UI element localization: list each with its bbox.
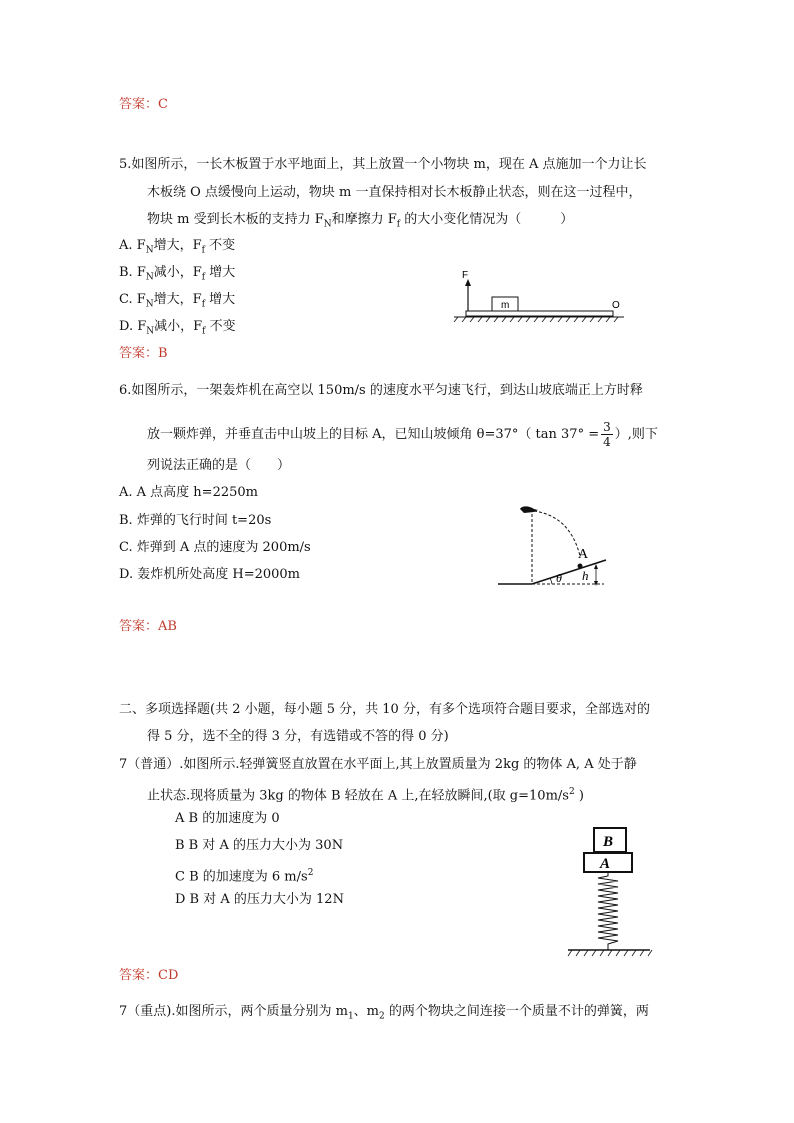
answer-value: CD — [158, 968, 179, 983]
bomb-trajectory — [534, 511, 580, 556]
answer-4 — [119, 96, 168, 114]
answer-value: B — [158, 346, 168, 361]
angle-label: θ — [556, 571, 562, 585]
long-board — [466, 311, 613, 316]
board-diagram — [452, 266, 637, 326]
q5-option-a: A. $F_N$增大，$F_f$ 不变 — [119, 238, 236, 256]
q7-option-c: C B 的加速度为 6 $m/s^2$ — [175, 868, 314, 885]
spring — [598, 872, 618, 950]
slope-line — [532, 560, 606, 584]
answer-label: 答案： — [119, 968, 159, 983]
spring-blocks-diagram — [562, 822, 658, 964]
answer-7 — [119, 967, 178, 985]
q6-option-a: A. A 点高度 h=2250m — [119, 485, 258, 500]
answer-label: 答案： — [119, 97, 159, 112]
q7-option-d: D B 对 A 的压力大小为 12N — [175, 892, 344, 907]
ground-hatch — [454, 317, 618, 322]
q7-line1: 7（普通）.如图所示.轻弹簧竖直放置在水平面上,其上放置质量为 2kg 的物体 A, A 处于静 — [119, 757, 637, 772]
q6-line2: 放一颗炸弹，并垂直击中山坡上的目标 A，已知山坡倾角 θ=37°（ tan 37° = $\frac{3}{4}$ ）,则下 — [147, 420, 658, 449]
answer-value: C — [158, 97, 168, 112]
q5-option-c: C. $F_N$增大，$F_f$ 增大 — [119, 292, 236, 310]
target-label: A — [578, 547, 589, 562]
q5-option-d: D. $F_N$减小，$F_f$ 不变 — [119, 319, 236, 337]
answer-label: 答案： — [119, 346, 159, 361]
section2-line2: 得 5 分，选不全的得 3 分，有选错或不答的得 0 分) — [147, 729, 449, 744]
q6-option-c: C. 炸弹到 A 点的速度为 200m/s — [119, 540, 311, 555]
q5-option-b: B. $F_N$减小，$F_f$ 增大 — [119, 265, 236, 283]
q7b-line1: 7（重点).如图所示，两个质量分别为 $m_1$、$m_2$ 的两个物块之间连接一个质量不计的弹簧，两 — [119, 1004, 649, 1022]
answer-label: 答案： — [119, 619, 159, 634]
angle-arc — [550, 578, 552, 584]
q6-line1: 6.如图所示，一架轰炸机在高空以 150m/s 的速度水平匀速飞行，到达山坡底端正上方时释 — [119, 383, 643, 398]
q6-line3: 列说法正确的是（ ） — [147, 458, 291, 473]
q5-line3: 物块 m 受到长木板的支持力 $F_N$和摩擦力 $F_f$ 的大小变化情况为（ ） — [147, 212, 574, 230]
q5-line1: 5.如图所示，一长木板置于水平地面上，其上放置一个小物块 m，现在 A 点施加一个力让长 — [119, 157, 647, 172]
answer-value: AB — [158, 619, 177, 634]
force-label: F — [462, 270, 469, 281]
ground-hatch — [568, 950, 652, 956]
answer-5 — [119, 345, 168, 363]
q6-option-d: D. 轰炸机所处高度 H=2000m — [119, 567, 300, 582]
answer-6 — [119, 618, 177, 636]
q5-line2: 木板绕 O 点缓慢向上运动，物块 m 一直保持相对长木板静止状态，则在这一过程中， — [147, 185, 642, 200]
q7-option-a: A B 的加速度为 0 — [175, 811, 280, 826]
block-b-label: B — [603, 834, 614, 850]
section2-line1: 二、多项选择题(共 2 小题，每小题 5 分，共 10 分，有多个选项符合题目要求，全部选对的 — [119, 702, 650, 717]
fraction: $\frac{3}{4}$ — [603, 420, 611, 449]
block-label: m — [501, 300, 510, 311]
q7-line2: 止状态.现将质量为 3kg 的物体 B 轻放在 A 上,在轻放瞬间,(取 $g=10m/s^2$ ) — [147, 787, 584, 804]
bomber-slope-diagram — [494, 500, 619, 592]
bomber-icon — [520, 506, 538, 513]
height-label: h — [582, 568, 589, 583]
q7-option-b: B B 对 A 的压力大小为 30N — [175, 838, 344, 853]
q6-option-b: B. 炸弹的飞行时间 t=20s — [119, 513, 272, 528]
pivot-label: O — [612, 300, 620, 311]
block-a-label: A — [600, 856, 611, 872]
